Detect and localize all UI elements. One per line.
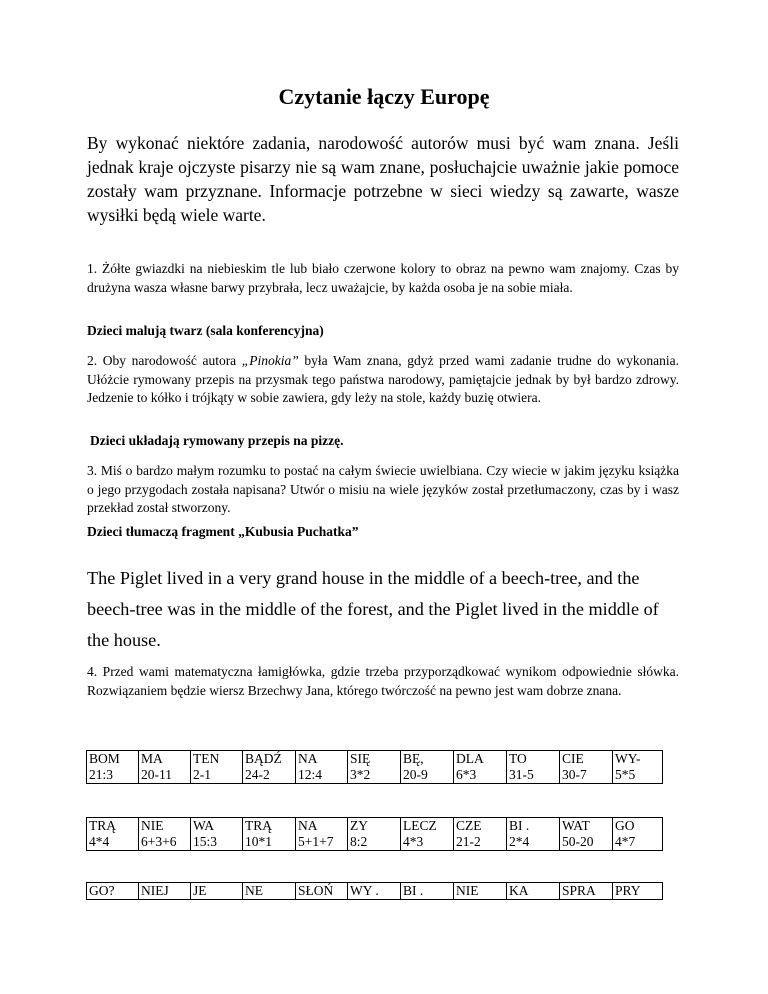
cell-word: WAT	[562, 818, 590, 833]
cell-word: SIĘ	[350, 751, 371, 766]
cell-equation: 12:4	[298, 767, 323, 782]
cell-word: NIE	[456, 883, 479, 898]
cell-word: BI .	[509, 818, 530, 833]
cell-word: TRĄ	[89, 818, 116, 833]
task-3-text: 3. Miś o bardzo małym rozumku to postać na całym świecie uwielbiana. Czy wiecie w jakim języku książka o jego przygodach została napisana? Utwór o misiu na wiele języków został przetłumaczony, czas by i wasz przekład został stworzony.	[87, 463, 679, 515]
table-cell	[454, 818, 507, 851]
cell-equation: 21-2	[456, 834, 481, 849]
cell-word: NE	[245, 883, 263, 898]
cell-equation: 20-11	[141, 767, 172, 782]
table-cell	[87, 883, 139, 900]
cell-word: WA	[193, 818, 214, 833]
cell-equation: 4*4	[89, 834, 110, 849]
table-cell	[613, 818, 663, 851]
table-row	[87, 883, 663, 900]
cell-word: DLA	[456, 751, 484, 766]
table-cell	[191, 751, 243, 784]
cell-word: GO	[615, 818, 635, 833]
cell-word: SPRA	[562, 883, 596, 898]
table-row	[87, 751, 663, 784]
table-cell	[507, 751, 560, 784]
cell-word: WY .	[350, 883, 379, 898]
table-row	[87, 818, 663, 851]
cell-word: GO?	[89, 883, 115, 898]
table-cell	[191, 883, 243, 900]
cell-word: MA	[141, 751, 163, 766]
cell-word: LECZ	[403, 818, 437, 833]
cell-word: ZY	[350, 818, 368, 833]
task-1-text: 1. Żółte gwiazdki na niebieskim tle lub biało czerwone kolory to obraz na pewno wam znajomy. Czas by drużyna wasza własne barwy przybrała, lecz uważajcie, by każda osoba je na sobie miała.	[87, 261, 679, 295]
cell-equation: 20-9	[403, 767, 428, 782]
table-cell	[401, 751, 454, 784]
cell-equation: 6*3	[456, 767, 477, 782]
cell-word: PRY	[615, 883, 641, 898]
cell-word: SŁOŃ	[298, 883, 334, 898]
table-cell	[243, 883, 296, 900]
cell-word: BĘ,	[403, 751, 424, 766]
cell-equation: 4*3	[403, 834, 424, 849]
cell-word: WY-	[615, 751, 641, 766]
table-cell	[613, 883, 663, 900]
cell-equation: 2*4	[509, 834, 530, 849]
task-3-heading: Dzieci tłumaczą fragment „Kubusia Puchatka”	[87, 524, 359, 539]
cell-word: NA	[298, 751, 318, 766]
puzzle-table-1	[86, 750, 663, 784]
cell-word: BOM	[89, 751, 120, 766]
table-cell	[560, 818, 613, 851]
task-2-heading: Dzieci układają rymowany przepis na pizzę.	[90, 433, 344, 448]
cell-word: NIE	[141, 818, 164, 833]
task-2-book-title: „Pinokia”	[241, 353, 299, 368]
task-2-text-before: 2. Oby narodowość autora	[87, 353, 242, 368]
cell-equation: 5+1+7	[298, 834, 334, 849]
cell-word: NA	[298, 818, 318, 833]
task-2-text	[87, 352, 679, 408]
page-title: Czytanie łączy Europę	[278, 84, 490, 109]
table-cell	[191, 818, 243, 851]
intro-paragraph: By wykonać niektóre zadania, narodowość autorów musi być wam znana. Jeśli jednak kraje ojczyste pisarzy nie są wam znane, posłuchajcie uważnie jakie pomoce zostały wam przyznane. Informacje potrzebne w sieci wiedzy są zawarte, wasze wysiłki będą wiele warte.	[87, 133, 679, 225]
table-cell	[139, 883, 191, 900]
table-cell	[87, 751, 139, 784]
table-cell	[348, 751, 401, 784]
table-cell	[613, 751, 663, 784]
table-cell	[454, 751, 507, 784]
puzzle-table-3	[86, 882, 663, 900]
cell-equation: 5*5	[615, 767, 636, 782]
table-cell	[348, 818, 401, 851]
table-cell	[401, 883, 454, 900]
puzzle-table-2	[86, 817, 663, 851]
cell-equation: 10*1	[245, 834, 272, 849]
table-cell	[454, 883, 507, 900]
cell-word: TRĄ	[245, 818, 272, 833]
cell-word: BI .	[403, 883, 424, 898]
cell-equation: 31-5	[509, 767, 534, 782]
table-cell	[507, 883, 560, 900]
cell-word: JE	[193, 883, 207, 898]
table-cell	[139, 751, 191, 784]
cell-equation: 3*2	[350, 767, 371, 782]
table-cell	[296, 883, 348, 900]
table-cell	[507, 818, 560, 851]
cell-word: TO	[509, 751, 527, 766]
cell-equation: 30-7	[562, 767, 587, 782]
cell-equation: 50-20	[562, 834, 594, 849]
cell-equation: 24-2	[245, 767, 270, 782]
cell-word: BĄDŹ	[245, 751, 282, 766]
cell-word: CIE	[562, 751, 584, 766]
cell-word: KA	[509, 883, 529, 898]
table-cell	[243, 751, 296, 784]
table-cell	[296, 751, 348, 784]
table-cell	[348, 883, 401, 900]
cell-equation: 6+3+6	[141, 834, 177, 849]
task-1-heading: Dzieci malują twarz (sala konferencyjna)	[87, 323, 324, 338]
table-cell	[560, 751, 613, 784]
book-excerpt: The Piglet lived in a very grand house in the middle of a beech-tree, and the beech-tree was in the middle of the forest, and the Piglet lived in the middle of the house.	[87, 568, 659, 650]
cell-word: CZE	[456, 818, 482, 833]
table-cell	[87, 818, 139, 851]
table-cell	[560, 883, 613, 900]
cell-word: NIEJ	[141, 883, 169, 898]
task-4-text: 4. Przed wami matematyczna łamigłówka, gdzie trzeba przyporządkować wynikom odpowiednie słówka. Rozwiązaniem będzie wiersz Brzechwy Jana, którego twórczość na pewno jest wam dobrze znana.	[87, 664, 679, 698]
cell-equation: 8:2	[350, 834, 368, 849]
table-cell	[243, 818, 296, 851]
task-2-text-after: była Wam znana, gdyż przed wami zadanie trudne do wykonania. Ułóżcie rymowany przepis na przysmak tego państwa narodowy, pamiętajcie jednak by był bardzo zdrowy. Jedzenie to kółko i trójkąty w sobie zawiera, gdy leży na stole, każdy buzię otwiera.	[87, 353, 679, 405]
table-cell	[139, 818, 191, 851]
cell-equation: 15:3	[193, 834, 218, 849]
table-cell	[401, 818, 454, 851]
cell-equation: 21:3	[89, 767, 114, 782]
table-cell	[296, 818, 348, 851]
cell-equation: 2-1	[193, 767, 211, 782]
cell-equation: 4*7	[615, 834, 636, 849]
cell-word: TEN	[193, 751, 220, 766]
